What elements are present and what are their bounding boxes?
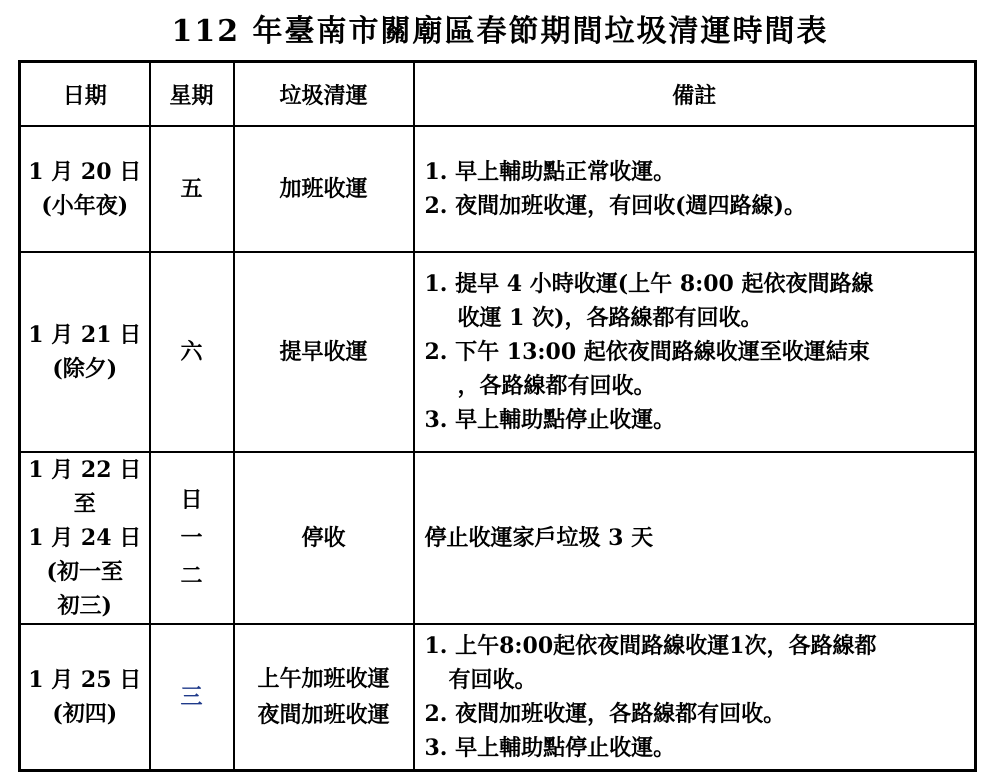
service-line: 上午加班收運: [257, 665, 390, 692]
note-line: ，各路線都有回收。: [457, 373, 656, 399]
header-date: 日期: [20, 62, 150, 127]
weekday-cell: 三: [150, 624, 234, 770]
header-weekday: 星期: [150, 62, 234, 127]
date-line: 1 月 25 日: [28, 666, 142, 693]
date-line: 1 月 21 日: [28, 322, 142, 348]
weekday-cell: [150, 452, 234, 624]
note-line: 1. 提早 4 小時收運(上午 8:00 起依夜間路線: [424, 271, 874, 297]
page-title: 112 年臺南市關廟區春節期間垃圾清運時間表: [171, 14, 829, 49]
note-line: 3. 早上輔助點停止收運。: [424, 734, 676, 761]
weekday-line: 日: [180, 487, 203, 513]
date-cell: [20, 624, 150, 770]
note-line: 1. 早上輔助點正常收運。: [424, 159, 676, 185]
date-line: (除夕): [52, 356, 118, 382]
table-row: [20, 452, 976, 624]
date-line: 1 月 22 日: [28, 457, 142, 483]
header-notes: 備註: [414, 62, 976, 127]
date-line: 1 月 20 日: [28, 159, 142, 185]
service-cell: [234, 624, 414, 770]
date-line: 至: [73, 491, 96, 517]
notes-cell: [414, 252, 976, 452]
date-line: (初一至: [46, 559, 123, 585]
service-cell: 加班收運: [234, 126, 414, 252]
date-line: 1 月 24 日: [28, 525, 142, 551]
service-cell: 提早收運: [234, 252, 414, 452]
weekday-cell: 五: [150, 126, 234, 252]
weekday-line: 二: [180, 563, 203, 589]
date-line: (小年夜): [41, 193, 129, 219]
table-row: [20, 624, 976, 770]
weekday-cell: 六: [150, 252, 234, 452]
service-cell: 停收: [234, 452, 414, 624]
note-line: 有回收。: [448, 666, 537, 693]
header-row: [20, 62, 976, 127]
note-line: 2. 下午 13:00 起依夜間路線收運至收運結束: [424, 339, 870, 365]
note-line: 2. 夜間加班收運，有回收(週四路線)。: [424, 193, 806, 219]
service-line: 夜間加班收運: [257, 701, 390, 728]
date-cell: [20, 252, 150, 452]
note-line: 1. 上午8:00起依夜間路線收運1次，各路線都: [424, 632, 877, 659]
notes-cell: [414, 452, 976, 624]
date-line: 初三): [57, 593, 112, 619]
note-line: 收運 1 次)，各路線都有回收。: [457, 305, 763, 331]
note-line: 停止收運家戶垃圾 3 天: [424, 525, 654, 551]
date-cell: [20, 126, 150, 252]
note-line: 2. 夜間加班收運，各路線都有回收。: [424, 700, 786, 727]
notes-cell: [414, 624, 976, 770]
date-cell: [20, 452, 150, 624]
table-row: [20, 252, 976, 452]
schedule-table: [18, 60, 977, 772]
header-service: 垃圾清運: [234, 62, 414, 127]
weekday-line: 一: [180, 525, 203, 551]
notes-cell: [414, 126, 976, 252]
note-line: 3. 早上輔助點停止收運。: [424, 407, 676, 433]
date-line: (初四): [52, 700, 118, 727]
table-row: [20, 126, 976, 252]
